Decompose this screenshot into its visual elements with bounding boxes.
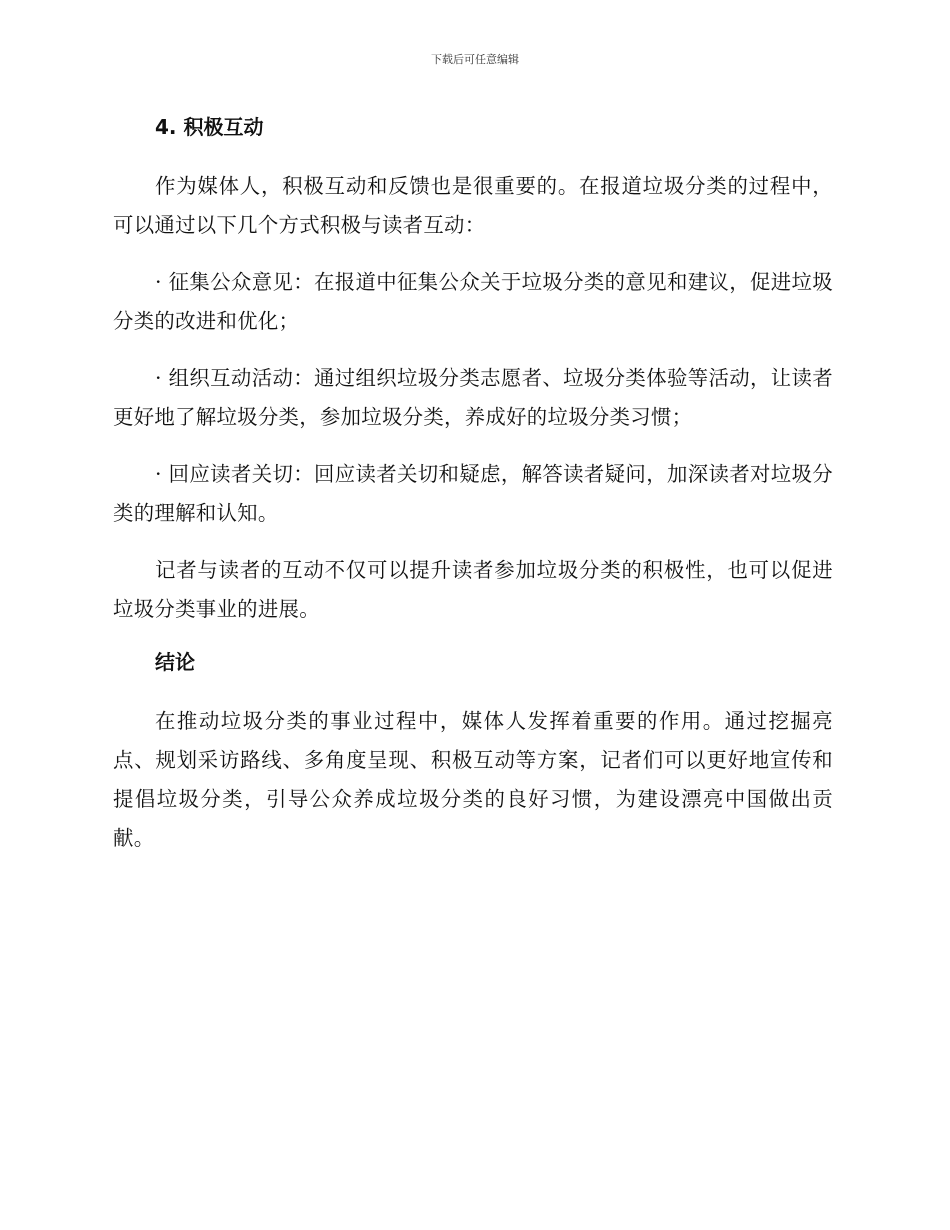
section-closing-paragraph: 记者与读者的互动不仅可以提升读者参加垃圾分类的积极性，也可以促进垃圾分类事业的进展。: [113, 558, 833, 621]
conclusion-heading: 结论: [155, 650, 195, 674]
section-heading-interaction: 4. 积极互动: [155, 115, 264, 139]
bullet-item-reader-concerns: · 回应读者关切：回应读者关切和疑虑，解答读者疑问，加深读者对垃圾分类的理解和认知。: [113, 462, 833, 525]
bullet-item-public-opinion: · 征集公众意见：在报道中征集公众关于垃圾分类的意见和建议，促进垃圾分类的改进和优化；: [113, 270, 833, 333]
document-body: [113, 112, 833, 876]
section-intro-paragraph: 作为媒体人，积极互动和反馈也是很重要的。在报道垃圾分类的过程中，可以通过以下几个方式积极与读者互动：: [113, 174, 833, 237]
page-header-note: 下载后可任意编辑: [431, 53, 519, 66]
bullet-item-interactive-activities: · 组织互动活动：通过组织垃圾分类志愿者、垃圾分类体验等活动，让读者更好地了解垃圾分类，参加垃圾分类，养成好的垃圾分类习惯；: [113, 366, 833, 429]
conclusion-paragraph: 在推动垃圾分类的事业过程中，媒体人发挥着重要的作用。通过挖掘亮点、规划采访路线、多角度呈现、积极互动等方案，记者们可以更好地宣传和提倡垃圾分类，引导公众养成垃圾分类的良好习惯，为建设漂亮中国做出贡献。: [113, 709, 833, 850]
